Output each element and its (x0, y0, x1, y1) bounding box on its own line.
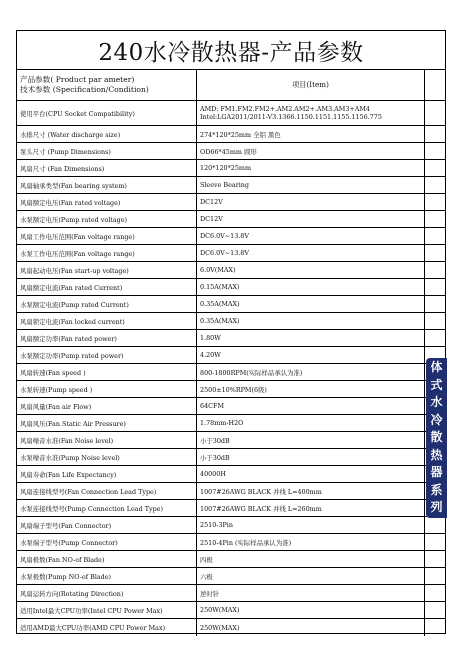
param-label: 适用Intel最大CPU功率(Intel CPU Power Max) (17, 602, 197, 618)
side-cell (425, 602, 445, 618)
param-label: 风扇风量(Fan air Flow) (17, 398, 197, 414)
header-param-cell (17, 69, 197, 100)
param-label: 风扇尺寸 (Fan Dimensions) (17, 160, 197, 176)
table-row (17, 551, 445, 568)
table-row (17, 534, 445, 551)
param-label: 风扇轴承类型(Fan bearing system) (17, 177, 197, 193)
spec-sheet (16, 30, 446, 634)
param-label: 风扇运转方向(Rotating Direction) (17, 585, 197, 601)
side-cell (425, 619, 445, 636)
param-label: 风扇转速(Fan speed ) (17, 364, 197, 380)
param-value: 0.35A(MAX) (197, 313, 425, 329)
table-row (17, 245, 445, 262)
param-value: 1007#26AWG BLACK 并线 L=260mm (197, 500, 425, 516)
table-row (17, 313, 445, 330)
table-row (17, 211, 445, 228)
side-label-char: 列 (430, 500, 443, 515)
table-row (17, 602, 445, 619)
param-value: 四极 (197, 551, 425, 567)
side-cell (425, 551, 445, 567)
side-cell (425, 160, 445, 176)
side-cell (425, 585, 445, 601)
table-row (17, 143, 445, 160)
param-value: 800-1800RPM(实际样品承认为准) (197, 364, 425, 380)
side-cell (425, 279, 445, 295)
param-value-line: AMD: FM1.FM2.FM2+.AM2.AM2+.AM3.AM3+AM4 (200, 105, 370, 113)
side-cell (425, 245, 445, 261)
param-value: 250W(MAX) (197, 619, 425, 636)
param-label: 水泵噪音水准(Pump Noise level) (17, 449, 197, 465)
series-side-label (426, 358, 447, 518)
header-item-label: 项目(Item) (292, 79, 329, 89)
param-value: OD66*45mm 圆形 (197, 143, 425, 159)
param-value: 1007#26AWG BLACK 并线 L=400mm (197, 483, 425, 499)
header-param-label-1: 产品参数( Product par ameter) (20, 74, 135, 84)
param-value: 六极 (197, 568, 425, 584)
param-value-line: Intel:LGA2011/2011-V3.1366.1150.1151.1155.1156.775 (200, 113, 382, 121)
param-label: 风扇工作电压范围(Fan voltage range) (17, 228, 197, 244)
table-row (17, 619, 445, 636)
table-row (17, 228, 445, 245)
param-label: 水泵端子型号(Pump Connector) (17, 534, 197, 550)
table-row (17, 364, 445, 381)
param-value: 小于30dB (197, 432, 425, 448)
param-label: 风扇端子型号(Fan Connector) (17, 517, 197, 533)
table-row (17, 330, 445, 347)
param-label: 水泵连接线型号(Pump Connection Lead Type) (17, 500, 197, 516)
param-value: 40000H (197, 466, 425, 482)
side-cell (425, 211, 445, 227)
param-label: 风扇额定电流(Fan rated Current) (17, 279, 197, 295)
param-value: 0.15A(MAX) (197, 279, 425, 295)
param-value: 250W(MAX) (197, 602, 425, 618)
table-row (17, 398, 445, 415)
param-value: 1.80W (197, 330, 425, 346)
param-value: 4.20W (197, 347, 425, 363)
param-value: 1.78mm-H2O (197, 415, 425, 431)
param-label: 风扇极数(Fan NO-of Blade) (17, 551, 197, 567)
table-header-row (17, 69, 445, 101)
side-label-char: 散 (430, 430, 443, 445)
param-label: 水泵极数(Pump NO-of Blade) (17, 568, 197, 584)
table-row (17, 449, 445, 466)
param-value: 逆时针 (197, 585, 425, 601)
param-label: 风扇风压(Fan Static Air Pressure) (17, 415, 197, 431)
table-row (17, 296, 445, 313)
side-label-char: 冷 (430, 412, 443, 427)
param-value: 2510-4Pin (实际样品承认为准) (197, 534, 425, 550)
table-row (17, 279, 445, 296)
param-label: 风扇起动电压(Fan start-up voltage) (17, 262, 197, 278)
table-row (17, 432, 445, 449)
param-label: 风扇连接线型号(Fan Connection Lead Type) (17, 483, 197, 499)
side-cell (425, 517, 445, 533)
param-value: DC6.0V~13.8V (197, 228, 425, 244)
side-cell (425, 101, 445, 125)
param-value: 2510-3Pin (197, 517, 425, 533)
param-label: 水排尺寸 (Water discharge size) (17, 126, 197, 142)
side-cell (425, 126, 445, 142)
param-label: 使用平台(CPU Socket Compatibility) (17, 101, 197, 125)
side-label-char: 器 (430, 465, 443, 480)
param-label: 水泵转速(Pump speed ) (17, 381, 197, 397)
table-row (17, 177, 445, 194)
header-item-cell (197, 69, 425, 100)
table-row (17, 568, 445, 585)
header-param-label-2: 技术参数 (Specification/Condition) (20, 84, 149, 94)
side-cell (425, 296, 445, 312)
param-value (197, 101, 425, 125)
side-label-char: 水 (430, 395, 443, 410)
param-value: 小于30dB (197, 449, 425, 465)
side-cell (425, 568, 445, 584)
param-label: 水泵额定电压(Pump rated voltage) (17, 211, 197, 227)
side-cell (425, 534, 445, 550)
side-cell (425, 194, 445, 210)
param-value: 6.0V(MAX) (197, 262, 425, 278)
param-label: 泵头尺寸 (Pump Dimensions) (17, 143, 197, 159)
side-label-char: 体 (430, 360, 443, 375)
side-cell (425, 228, 445, 244)
side-label-char: 系 (430, 482, 443, 497)
param-value: 64CFM (197, 398, 425, 414)
side-label-char: 式 (430, 377, 443, 392)
side-cell (425, 262, 445, 278)
param-label: 水泵工作电压范围(Fan voltage range) (17, 245, 197, 261)
param-label: 风扇寿命(Fan Life Expectancy) (17, 466, 197, 482)
table-row (17, 262, 445, 279)
table-row (17, 160, 445, 177)
param-value: 2500±10%RPM(6级) (197, 381, 425, 397)
side-cell (425, 143, 445, 159)
param-label: 风扇额定功率(Fan rated power) (17, 330, 197, 346)
side-cell (425, 313, 445, 329)
param-value: 274*120*25mm 全铝 黑色 (197, 126, 425, 142)
table-row (17, 126, 445, 143)
param-label: 风扇噪音水准(Fan Noise level) (17, 432, 197, 448)
page-title: 240水冷散热器-产品参数 (17, 31, 445, 70)
param-label: 水泵额定功率(Pump rated power) (17, 347, 197, 363)
table-row (17, 381, 445, 398)
param-label: 适用AMD最大CPU功率(AMD CPU Power Max) (17, 619, 197, 636)
side-cell (425, 177, 445, 193)
param-value: DC12V (197, 194, 425, 210)
param-value: 120*120*25mm (197, 160, 425, 176)
table-row (17, 194, 445, 211)
table-row (17, 483, 445, 500)
param-label: 风扇额定电压(Fan rated voltage) (17, 194, 197, 210)
table-row (17, 517, 445, 534)
table-row (17, 101, 445, 126)
spec-table (17, 69, 445, 633)
param-label: 水泵额定电流(Pump rated Current) (17, 296, 197, 312)
param-label: 风扇锁定电流(Fan locked current) (17, 313, 197, 329)
param-value: DC6.0V~13.8V (197, 245, 425, 261)
header-side-cell (425, 69, 445, 100)
table-row (17, 585, 445, 602)
side-cell (425, 330, 445, 346)
param-value: Sleeve Bearing (197, 177, 425, 193)
param-value: DC12V (197, 211, 425, 227)
side-label-char: 热 (430, 447, 443, 462)
table-row (17, 500, 445, 517)
param-value: 0.35A(MAX) (197, 296, 425, 312)
table-row (17, 347, 445, 364)
table-row (17, 466, 445, 483)
table-row (17, 415, 445, 432)
